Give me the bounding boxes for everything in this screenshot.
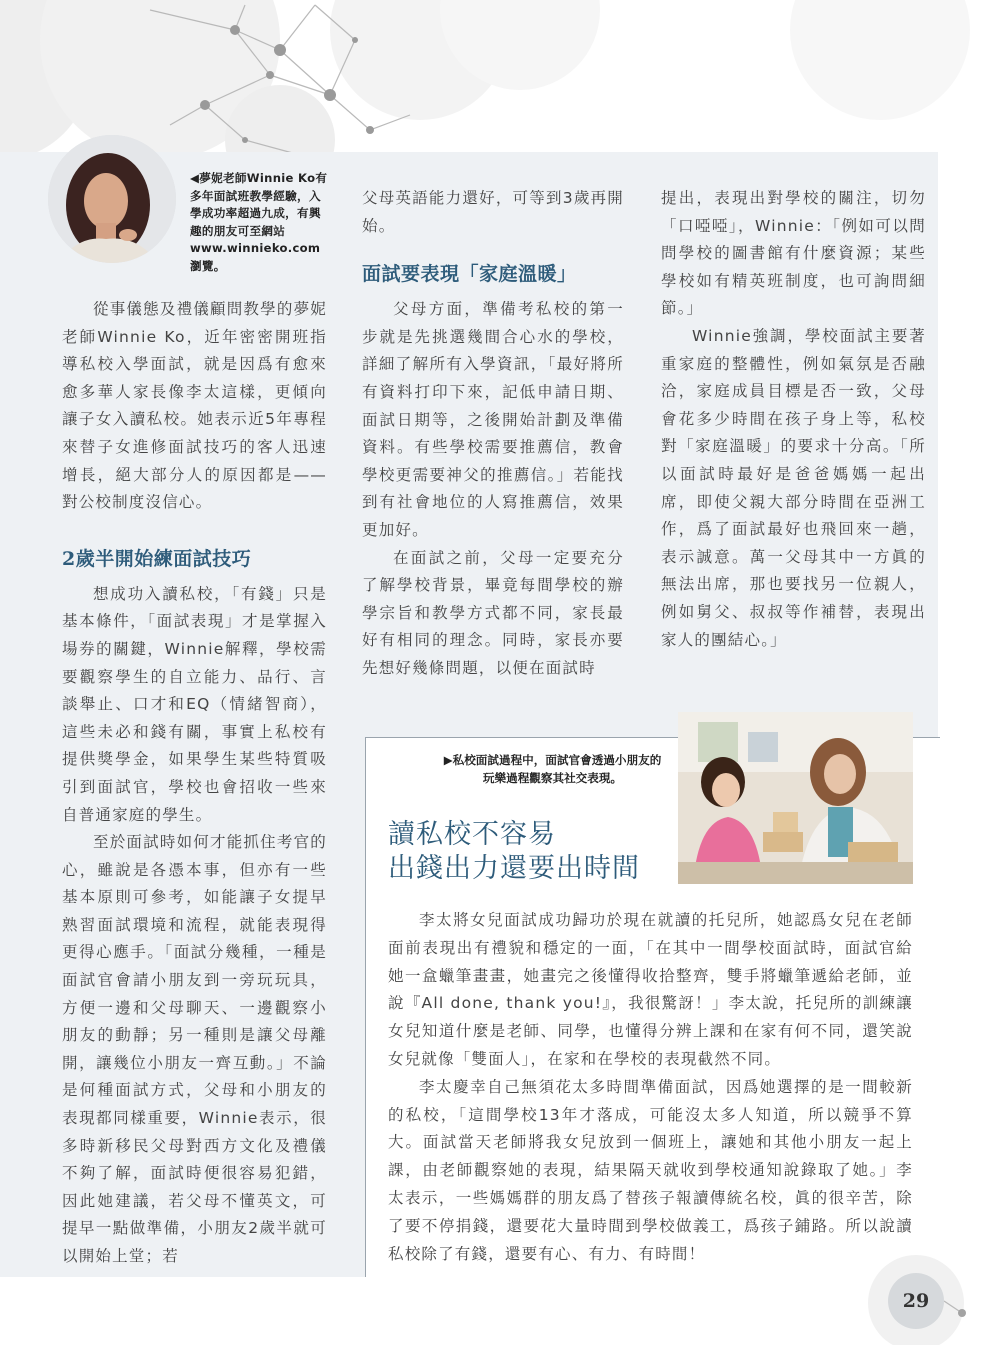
column-1 [62, 296, 327, 1271]
paragraph: 李太慶幸自己無須花太多時間準備面試，因爲她選擇的是一間較新的私校，「這間學校13年才落成，可能沒太多人知道，所以競爭不算大。面試當天老師將我女兒放到一個班上，讓她和其他小朋友一起上課，由老師觀察她的表現，結果隔天就收到學校通知說錄取了她。」李太表示，一些媽媽群的朋友爲了替孩子報讀傳統名校，眞的很辛苦，除了要不停捐錢，還要花大量時間到學校做義工，爲孩子鋪路。所以說讀私校除了有錢，還要有心、有力、有時間！ [388, 1077, 913, 1263]
paragraph: 在面試之前，父母一定要充分了解學校背景，畢竟每間學校的辦學宗旨和教學方式都不同，家長最好有相同的理念。同時，家長亦要先想好幾條問題，以便在面試時 [362, 548, 624, 677]
paragraph: Winnie強調，學校面試主要著重家庭的整體性，例如氣氛是否融洽，家庭成員目標是否一致，父母會花多少時間在孩子身上等，私校對「家庭溫暖」的要求十分高。「所以面試時最好是爸爸媽媽一起出席，即使父親大部分時間在亞洲工作，爲了面試最好也飛回來一趟，表示誠意。萬一父母其中一方眞的無法出席，那也要找另一位親人，例如舅父、叔叔等作補替，表現出家人的團結心。」 [661, 326, 926, 649]
page-number-badge [866, 1253, 966, 1345]
paragraph: 從事儀態及禮儀顧問教學的夢妮老師Winnie Ko，近年密密開班指導私校入學面試，就是因爲有愈來愈多華人家長像李太這樣，更傾向讓子女入讀私校。她表示近5年專程來替子女進修面試技巧的客人迅速增長，絕大部分人的原因都是——對公校制度沒信心。 [62, 300, 327, 512]
column-3 [661, 185, 926, 654]
sidebar-title [388, 818, 678, 886]
section-heading: 面試要表現「家庭溫暖」 [362, 263, 577, 286]
section-heading: 2歲半開始練面試技巧 [62, 547, 252, 570]
photo-caption: ▶私校面試過程中，面試官會透過小朋友的玩樂過程觀察其社交表現。 [443, 753, 662, 785]
column-2 [362, 185, 624, 683]
page-number: 29 [888, 1273, 944, 1329]
sidebar-title-line: 出錢出力還要出時間 [388, 853, 640, 884]
paragraph: 父母英語能力還好，可等到3歲再開始。 [362, 189, 624, 235]
network-decoration [0, 0, 1000, 160]
portrait-caption: ◀夢妮老師Winnie Ko有多年面試班教學經驗，入學成功率超過九成，有興趣的朋友可至網站www.winnieko.com瀏覽。 [190, 171, 328, 273]
paragraph: 提出，表現出對學校的關注，切勿「口啞啞」，Winnie：「例如可以問問學校的圖書館有什麼資源；某些學校如有精英班制度，也可詢問細節。」 [661, 189, 926, 318]
paragraph: 想成功入讀私校，「有錢」只是基本條件，「面試表現」才是掌握入場券的關鍵，Winnie解釋，學校需要觀察學生的自立能力、品行、言談舉止、口才和EQ（情緒智商），這些未必和錢有關，事實上私校有提供獎學金，如果學生某些特質吸引到面試官，學校也會招收一些來自普通家庭的學生。 [62, 584, 327, 824]
paragraph: 父母方面，準備考私校的第一步就是先挑選幾間合心水的學校，詳細了解所有入學資訊，「最好將所有資料打印下來，記低申請日期、面試日期等，之後開始計劃及準備資料。有些學校需要推薦信，教會學校更需要神父的推薦信。」若能找到有社會地位的人寫推薦信，效果更加好。 [362, 300, 624, 539]
paragraph: 李太將女兒面試成功歸功於現在就讀的托兒所，她認爲女兒在老師面前表現出有禮貌和穩定的一面，「在其中一間學校面試時，面試官給她一盒蠟筆畫畫，她畫完之後懂得收拾整齊，雙手將蠟筆遞給老師，並說『All done, thank you!』，我很驚訝！」李太說，托兒所的訓練讓女兒知道什麼是老師、同學，也懂得分辨上課和在家有何不同，還笑說女兒就像「雙面人」，在家和在學校的表現截然不同。 [388, 911, 913, 1068]
portrait-photo [48, 135, 176, 263]
sidebar-body [388, 907, 913, 1268]
paragraph: 至於面試時如何才能抓住考官的心，雖說是各憑本事，但亦有一些基本原則可參考，如能讓子女提早熟習面試環境和流程，就能表現得更得心應手。「面試分幾種，一種是面試官會請小朋友到一旁玩玩具，方便一邊和父母聊天、一邊觀察小朋友的動靜；另一種則是讓父母離開，讓幾位小朋友一齊互動。」不論是何種面試方式，父母和小朋友的表現都同樣重要，Winnie表示，很多時新移民父母對西方文化及禮儀不夠了解，面試時便很容易犯錯，因此她建議，若父母不懂英文，可提早一點做準備，小朋友2歲半就可以開始上堂；若 [62, 833, 327, 1265]
sidebar-title-line: 讀私校不容易 [388, 819, 556, 850]
classroom-photo [678, 712, 913, 884]
